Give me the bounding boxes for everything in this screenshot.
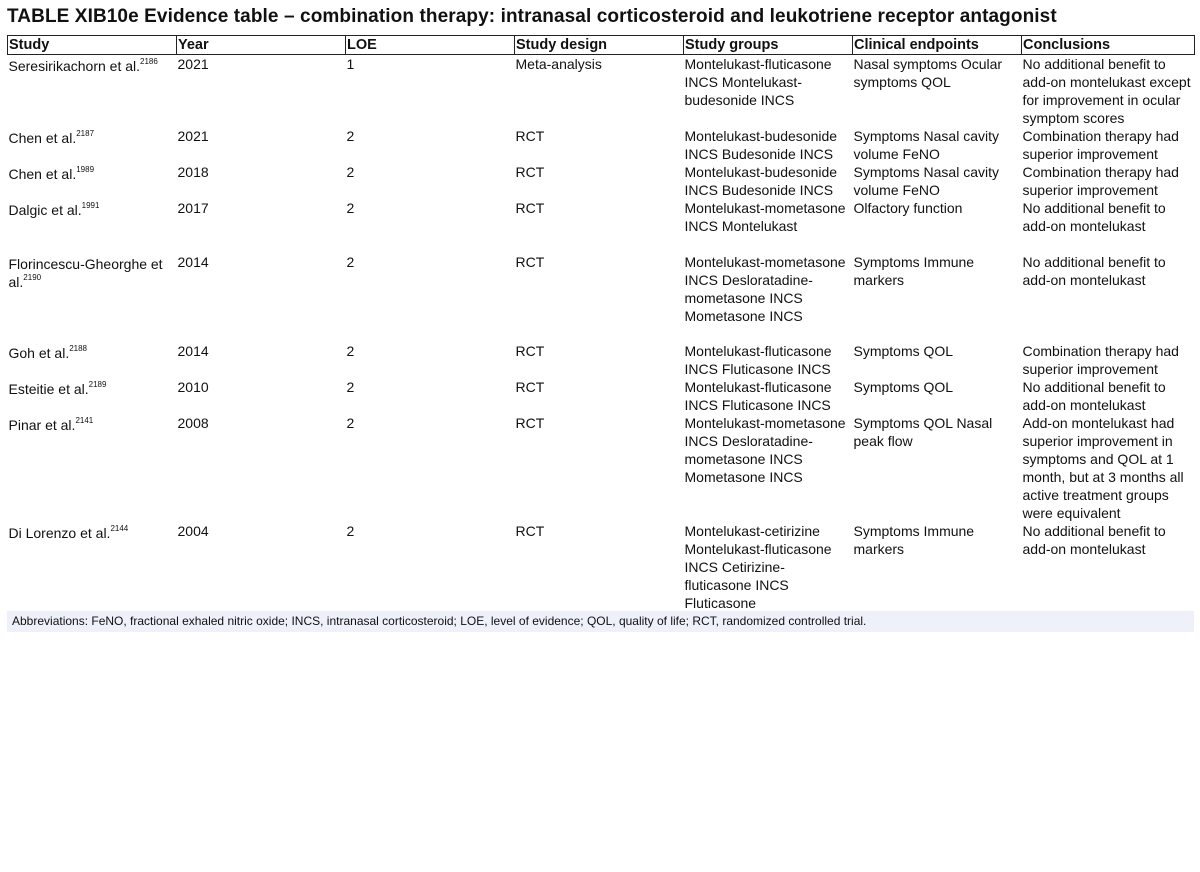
abbreviations-footnote: Abbreviations: FeNO, fractional exhaled nitric oxide; INCS, intranasal corticosteroid; LOE, level of evidence; QOL, quality of life; RCT, randomized controlled trial.: [7, 611, 1194, 632]
table-row: [8, 127, 1195, 163]
study-name: Pinar et al.: [8, 417, 76, 433]
table-title: TABLE XIB10e Evidence table – combination therapy: intranasal corticosteroid and leukotriene receptor antagonist: [7, 6, 1057, 27]
loe-cell: 2: [346, 523, 355, 539]
study-name: Chen et al.: [8, 166, 77, 182]
study-cell: [8, 127, 177, 163]
clinical-endpoints-cell: Symptoms Immune markers: [853, 254, 975, 288]
study-cell: [8, 378, 177, 414]
study-groups-cell: Montelukast-mometasone INCS Montelukast: [684, 200, 846, 234]
table-body: [8, 55, 1195, 613]
loe-cell: 2: [346, 254, 355, 270]
study-groups-cell: Montelukast-fluticasone INCS Montelukast-budesonide INCS: [684, 56, 832, 108]
study-design-cell: RCT: [515, 254, 545, 270]
clinical-endpoints-cell: Symptoms QOL: [853, 379, 954, 395]
study-cell: [8, 414, 177, 522]
study-cell: [8, 55, 177, 128]
study-cell: [8, 199, 177, 253]
reference-number: 2188: [69, 344, 87, 354]
conclusions-cell: No additional benefit to add-on montelukast except for improvement in ocular symptom scores: [1022, 56, 1191, 126]
column-header-study-design: Study design: [515, 36, 684, 55]
conclusions-cell: No additional benefit to add-on montelukast: [1022, 200, 1166, 234]
study-name: Florincescu-Gheorghe et al.: [8, 256, 163, 290]
study-design-cell: Meta-analysis: [515, 56, 602, 72]
study-cell: [8, 253, 177, 342]
table-row: [8, 253, 1195, 342]
year-cell: 2004: [177, 523, 209, 539]
study-name: Chen et al.: [8, 130, 77, 146]
clinical-endpoints-cell: Nasal symptoms Ocular symptoms QOL: [853, 56, 1003, 90]
study-groups-cell: Montelukast-mometasone INCS Desloratadine-mometasone INCS Mometasone INCS: [684, 415, 846, 485]
study-design-cell: RCT: [515, 128, 545, 144]
study-groups-cell: Montelukast-fluticasone INCS Fluticasone INCS: [684, 379, 832, 413]
reference-number: 1989: [76, 165, 95, 175]
table-row: [8, 199, 1195, 253]
reference-number: 2187: [76, 129, 95, 139]
year-cell: 2008: [177, 415, 209, 431]
year-cell: 2021: [177, 128, 209, 144]
study-design-cell: RCT: [515, 379, 545, 395]
evidence-table: [7, 35, 1195, 612]
conclusions-cell: No additional benefit to add-on montelukast: [1022, 523, 1166, 557]
study-design-cell: RCT: [515, 415, 545, 431]
study-design-cell: RCT: [515, 164, 545, 180]
reference-number: 2141: [75, 416, 94, 426]
study-cell: [8, 522, 177, 612]
study-groups-cell: Montelukast-cetirizine Montelukast-fluticasone INCS Cetirizine-fluticasone INCS Fluticasone: [684, 523, 832, 611]
column-header-clinical-endpoints: Clinical endpoints: [853, 36, 1022, 55]
year-cell: 2014: [177, 254, 209, 270]
column-header-conclusions: Conclusions: [1022, 36, 1195, 55]
study-groups-cell: Montelukast-budesonide INCS Budesonide INCS: [684, 164, 838, 198]
year-cell: 2018: [177, 164, 209, 180]
reference-number: 1991: [81, 201, 100, 211]
conclusions-cell: Combination therapy had superior improvement: [1022, 164, 1179, 198]
clinical-endpoints-cell: Symptoms QOL: [853, 343, 954, 359]
conclusions-cell: Combination therapy had superior improvement: [1022, 128, 1179, 162]
conclusions-cell: Add-on montelukast had superior improvement in symptoms and QOL at 1 month, but at 3 months all active treatment groups were equivalent: [1022, 415, 1184, 521]
study-groups-cell: Montelukast-budesonide INCS Budesonide INCS: [684, 128, 838, 162]
study-groups-cell: Montelukast-mometasone INCS Desloratadine-mometasone INCS Mometasone INCS: [684, 254, 846, 324]
column-header-study: Study: [8, 36, 177, 55]
loe-cell: 2: [346, 164, 355, 180]
clinical-endpoints-cell: Symptoms QOL Nasal peak flow: [853, 415, 993, 449]
column-header-study-groups: Study groups: [684, 36, 853, 55]
conclusions-cell: Combination therapy had superior improvement: [1022, 343, 1179, 377]
year-cell: 2014: [177, 343, 209, 359]
clinical-endpoints-cell: Olfactory function: [853, 200, 963, 216]
loe-cell: 1: [346, 56, 355, 72]
loe-cell: 2: [346, 379, 355, 395]
table-row: [8, 55, 1195, 128]
loe-cell: 2: [346, 128, 355, 144]
table-header-row: [8, 36, 1195, 55]
reference-number: 2190: [23, 273, 42, 283]
year-cell: 2017: [177, 200, 209, 216]
table-row: [8, 163, 1195, 199]
table-row: [8, 414, 1195, 522]
reference-number: 2186: [140, 57, 158, 67]
study-name: Di Lorenzo et al.: [8, 525, 111, 541]
column-header-year: Year: [177, 36, 346, 55]
study-name: Dalgic et al.: [8, 202, 82, 218]
table-row: [8, 522, 1195, 612]
table-row: [8, 378, 1195, 414]
study-design-cell: RCT: [515, 200, 545, 216]
year-cell: 2021: [177, 56, 209, 72]
study-name: Seresirikachorn et al.: [8, 58, 141, 74]
study-design-cell: RCT: [515, 343, 545, 359]
clinical-endpoints-cell: Symptoms Nasal cavity volume FeNO: [853, 164, 999, 198]
study-cell: [8, 342, 177, 378]
loe-cell: 2: [346, 343, 355, 359]
study-cell: [8, 163, 177, 199]
study-name: Goh et al.: [8, 345, 70, 361]
clinical-endpoints-cell: Symptoms Nasal cavity volume FeNO: [853, 128, 999, 162]
clinical-endpoints-cell: Symptoms Immune markers: [853, 523, 975, 557]
loe-cell: 2: [346, 415, 355, 431]
reference-number: 2189: [88, 380, 107, 390]
study-groups-cell: Montelukast-fluticasone INCS Fluticasone INCS: [684, 343, 832, 377]
loe-cell: 2: [346, 200, 355, 216]
conclusions-cell: No additional benefit to add-on montelukast: [1022, 379, 1166, 413]
study-design-cell: RCT: [515, 523, 545, 539]
column-header-loe: LOE: [346, 36, 515, 55]
conclusions-cell: No additional benefit to add-on montelukast: [1022, 254, 1166, 288]
reference-number: 2144: [110, 524, 129, 534]
study-name: Esteitie et al.: [8, 381, 89, 397]
year-cell: 2010: [177, 379, 209, 395]
table-row: [8, 342, 1195, 378]
